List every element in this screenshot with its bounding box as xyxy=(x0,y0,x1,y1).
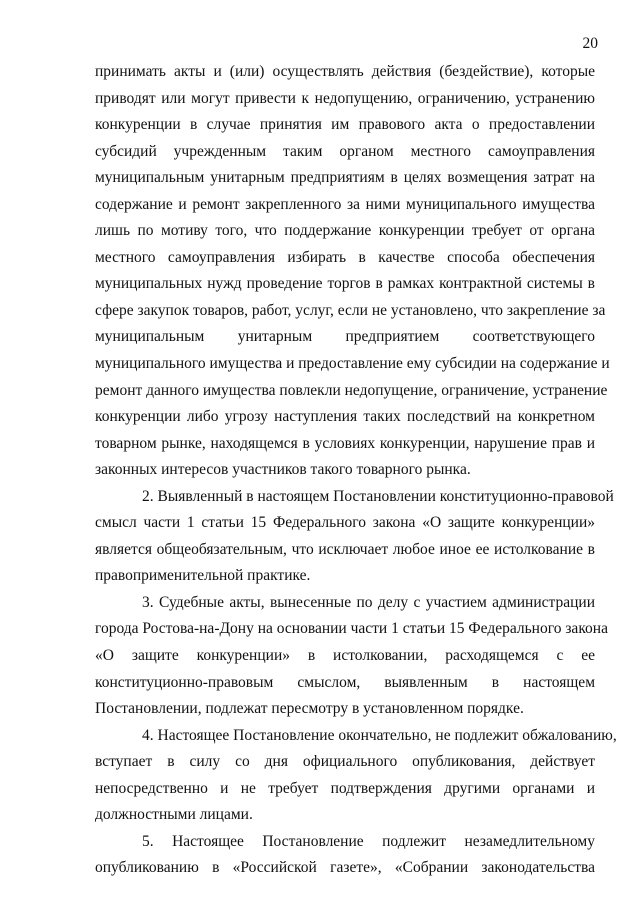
text-line: 5. Настоящее Постановление подлежит незамедлительному xyxy=(142,832,595,850)
page-number: 20 xyxy=(582,35,598,52)
text-line: содержание и ремонт закрепленного за ними муниципального имущества xyxy=(95,195,595,213)
text-line: является общеобязательным, что исключает любое иное ее истолкование в xyxy=(95,540,595,558)
text-line: муниципальным унитарным предприятием соответствующего xyxy=(95,328,595,346)
text-line: 4. Настоящее Постановление окончательно, не подлежит обжалованию, xyxy=(142,726,617,744)
text-line: местного самоуправления избирать в качестве способа обеспечения xyxy=(95,248,595,266)
text-line: конкуренции в случае принятия им правового акта о предоставлении xyxy=(95,116,595,134)
text-line: правоприменительной практике. xyxy=(95,567,311,585)
text-line: ремонт данного имущества повлекли недопущение, ограничение, устранение xyxy=(95,381,608,399)
text-line: муниципальных нужд проведение торгов в рамках контрактной системы в xyxy=(95,275,595,293)
text-line: лишь по мотиву того, что поддержание конкуренции требует от органа xyxy=(95,222,595,240)
document-body xyxy=(95,61,617,884)
text-line: «О защите конкуренции» в истолковании, расходящемся с ее xyxy=(95,647,595,665)
text-line: непосредственно и не требует подтверждения другими органами и xyxy=(95,779,595,797)
text-line: вступает в силу со дня официального опубликования, действует xyxy=(95,753,595,771)
text-line: приводят или могут привести к недопущению, ограничению, устранению xyxy=(95,89,595,107)
text-line: Постановлении, подлежат пересмотру в установленном порядке. xyxy=(95,700,524,718)
text-line: субсидий учрежденным таким органом местного самоуправления xyxy=(95,142,595,160)
text-line: законных интересов участников такого товарного рынка. xyxy=(95,461,471,479)
text-line: конституционно-правовым смыслом, выявленным в настоящем xyxy=(95,673,595,691)
text-line: муниципального имущества и предоставление ему субсидии на содержание и xyxy=(95,355,610,373)
text-line: города Ростова-на-Дону на основании части 1 статьи 15 Федерального закона xyxy=(95,620,608,638)
text-line: смысл части 1 статьи 15 Федерального закона «О защите конкуренции» xyxy=(95,514,595,532)
text-line: опубликованию в «Российской газете», «Собрании законодательства xyxy=(95,859,595,877)
text-line: товарном рынке, находящемся в условиях конкуренции, нарушение прав и xyxy=(95,434,595,452)
text-line: принимать акты и (или) осуществлять действия (бездействие), которые xyxy=(95,63,595,80)
text-line: 3. Судебные акты, вынесенные по делу с участием администрации xyxy=(142,593,595,611)
text-line: конкуренции либо угрозу наступления таких последствий на конкретном xyxy=(95,408,595,426)
text-line: муниципальным унитарным предприятиям в целях возмещения затрат на xyxy=(95,169,595,187)
text-line: должностными лицами. xyxy=(95,806,253,824)
text-line: сфере закупок товаров, работ, услуг, если не установлено, что закрепление за xyxy=(95,301,606,319)
text-line: 2. Выявленный в настоящем Постановлении конституционно-правовой xyxy=(142,487,614,505)
